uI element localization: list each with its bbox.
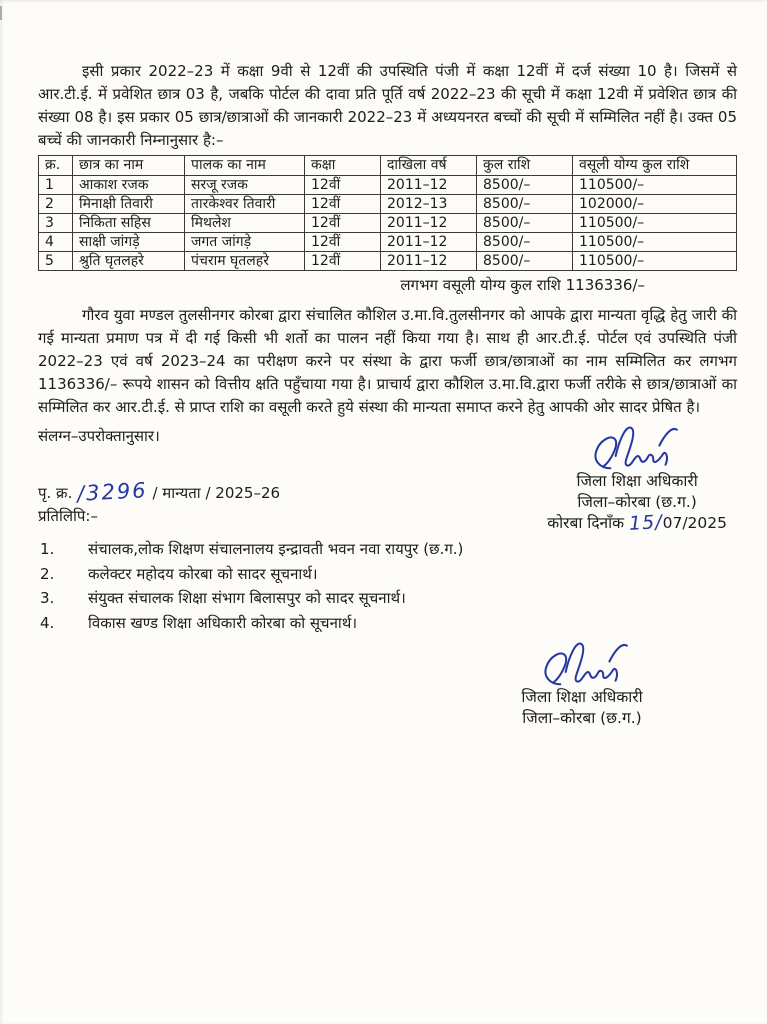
ref-suffix: / मान्यता / 2025–26 bbox=[152, 484, 281, 502]
table-row bbox=[39, 233, 737, 252]
copy-item bbox=[38, 537, 737, 562]
copy-item bbox=[38, 611, 737, 636]
cell-class: 12वीं bbox=[305, 176, 381, 195]
header-serial: क्र. bbox=[39, 156, 73, 176]
cell-class: 12वीं bbox=[305, 195, 381, 214]
ref-prefix: पृ. क्र. bbox=[38, 484, 73, 502]
table-row bbox=[39, 252, 737, 271]
copy-text: संचालक,लोक शिक्षण संचालनालय इन्द्रावती भवन नवा रायपुर (छ.ग.) bbox=[88, 540, 464, 558]
signature-block-2 bbox=[513, 637, 651, 729]
scan-edge-artifact bbox=[0, 6, 2, 20]
table-row bbox=[39, 214, 737, 233]
cell-student-name: श्रुति घृतलहरे bbox=[73, 252, 185, 271]
body-paragraph: गौरव युवा मण्डल तुलसीनगर कोरबा द्वारा संचालित कौशिल उ.मा.वि.तुलसीनगर को आपके द्वारा मान्यता वृद्धि हेतु जारी की गई मान्यता प्रमाण पत्र में दी गई किसी भी शर्तो का पालन नहीं किया गया है। साथ ही आर.टी.ई. पोर्टल एवं उपस्थिति पंजी 2022–23 एवं वर्ष 2023–24 का परीक्षण करने पर संस्था के द्वारा फर्जी छात्र/छात्राओं का नाम सम्मिलित कर लगभग 1136336/– रूपये शासन को वित्तीय क्षति पहुँचाया गया है। प्राचार्य द्वारा कौशिल उ.मा.वि.द्वारा फर्जी तरीके से छात्र/छात्राओं का सम्मिलित कर आर.टी.ई. से प्राप्त राशि का वसूली करते हुये संस्था की मान्यता समाप्त करने हेतु आपकी ओर सादर प्रेषित है। bbox=[38, 306, 737, 416]
cell-recoverable-amount: 110500/– bbox=[573, 252, 737, 271]
cell-total-amount: 8500/– bbox=[477, 176, 573, 195]
cell-admission-year: 2011–12 bbox=[381, 233, 477, 252]
signatory-title: जिला शिक्षा अधिकारी bbox=[521, 688, 643, 706]
cell-recoverable-amount: 110500/– bbox=[573, 176, 737, 195]
handwritten-signature bbox=[581, 421, 701, 477]
header-recoverable-amount: वसूली योग्य कुल राशि bbox=[573, 156, 737, 176]
copies-heading: प्रतिलिपि:– bbox=[38, 507, 98, 525]
printed-date: 07/2025 bbox=[662, 514, 727, 532]
header-admission-year: दाखिला वर्ष bbox=[381, 156, 477, 176]
left-column bbox=[38, 421, 280, 527]
cell-admission-year: 2011–12 bbox=[381, 252, 477, 271]
recoverable-total-line: लगभग वसूली योग्य कुल राशि 1136336/– bbox=[400, 276, 645, 294]
cell-serial: 1 bbox=[39, 176, 73, 195]
table-header-row bbox=[39, 156, 737, 176]
cell-student-name: मिनाक्षी तिवारी bbox=[73, 195, 185, 214]
cell-total-amount: 8500/– bbox=[477, 195, 573, 214]
copy-text: कलेक्टर महोदय कोरबा को सादर सूचनार्थ। bbox=[88, 564, 318, 583]
copy-item bbox=[38, 562, 737, 587]
cell-class: 12वीं bbox=[305, 214, 381, 233]
cell-guardian-name: तारकेश्वर तिवारी bbox=[185, 195, 305, 214]
handwritten-dispatch-number: /3296 bbox=[76, 478, 149, 506]
header-class: कक्षा bbox=[305, 156, 381, 176]
copy-text: विकास खण्ड शिक्षा अधिकारी कोरबा को सूचनार्थ। bbox=[88, 613, 358, 632]
signatory-title: जिला शिक्षा अधिकारी bbox=[576, 472, 698, 490]
cell-admission-year: 2012–13 bbox=[381, 195, 477, 214]
cell-student-name: आकाश रजक bbox=[73, 176, 185, 195]
cell-admission-year: 2011–12 bbox=[381, 214, 477, 233]
cell-total-amount: 8500/– bbox=[477, 233, 573, 252]
cell-serial: 3 bbox=[39, 214, 73, 233]
cell-student-name: साक्षी जांगड़े bbox=[73, 233, 185, 252]
cell-guardian-name: सरजू रजक bbox=[185, 176, 305, 195]
handwritten-date: 15/ bbox=[628, 511, 664, 535]
place-date-prefix: कोरबा दिनाँक bbox=[547, 514, 625, 532]
header-student-name: छात्र का नाम bbox=[73, 156, 185, 176]
signatory-district: जिला–कोरबा (छ.ग.) bbox=[522, 709, 642, 727]
cell-guardian-name: मिथलेश bbox=[185, 214, 305, 233]
copies-list bbox=[38, 537, 737, 635]
cell-recoverable-amount: 110500/– bbox=[573, 233, 737, 252]
handwritten-signature bbox=[531, 637, 651, 693]
copy-item bbox=[38, 586, 737, 611]
dispatch-ref-line bbox=[38, 478, 281, 506]
cell-serial: 5 bbox=[39, 252, 73, 271]
header-total-amount: कुल राशि bbox=[477, 156, 573, 176]
cell-recoverable-amount: 102000/– bbox=[573, 195, 737, 214]
enclosure-line: संलग्न–उपरोक्तानुसार। bbox=[38, 427, 160, 445]
cell-class: 12वीं bbox=[305, 252, 381, 271]
cell-serial: 2 bbox=[39, 195, 73, 214]
copy-text: संयुक्त संचालक शिक्षा संभाग बिलासपुर को सादर सूचनार्थ। bbox=[88, 589, 406, 607]
copy-number: 2. bbox=[40, 564, 55, 583]
enclosure-signature-row bbox=[38, 421, 737, 534]
header-guardian-name: पालक का नाम bbox=[185, 156, 305, 176]
cell-guardian-name: पंचराम घृतलहरे bbox=[185, 252, 305, 271]
copy-number: 4. bbox=[40, 613, 55, 632]
cell-total-amount: 8500/– bbox=[477, 252, 573, 271]
signature-block-1 bbox=[547, 421, 727, 534]
cell-guardian-name: जगत जांगड़े bbox=[185, 233, 305, 252]
cell-recoverable-amount: 110500/– bbox=[573, 214, 737, 233]
cell-serial: 4 bbox=[39, 233, 73, 252]
cell-total-amount: 8500/– bbox=[477, 214, 573, 233]
table-row bbox=[39, 195, 737, 214]
cell-admission-year: 2011–12 bbox=[381, 176, 477, 195]
table-row bbox=[39, 176, 737, 195]
copy-number: 1. bbox=[40, 540, 55, 558]
copy-number: 3. bbox=[40, 589, 55, 607]
cell-class: 12वीं bbox=[305, 233, 381, 252]
students-table bbox=[38, 155, 737, 271]
place-date-line bbox=[547, 513, 727, 534]
signatory-district: जिला–कोरबा (छ.ग.) bbox=[577, 493, 697, 511]
cell-student-name: निकिता सहिस bbox=[73, 214, 185, 233]
intro-paragraph: इसी प्रकार 2022–23 में कक्षा 9वी से 12वीं की उपस्थिति पंजी में कक्षा 12वीं में दर्ज संख्या 10 है। जिसमें से आर.टी.ई. में प्रवेशित छात्र 03 है, जबकि पोर्टल की दावा प्रति पूर्ति वर्ष 2022–23 की सूची में कक्षा 12वी में प्रवेशित छात्र की संख्या 08 है। इस प्रकार 05 छात्र/छात्राओं की जानकारी 2022–23 में अध्ययनरत बच्चों की सूची में सम्मिलित नहीं है। उक्त 05 बच्चें की जानकारी निम्नानुसार है:– bbox=[38, 62, 737, 149]
